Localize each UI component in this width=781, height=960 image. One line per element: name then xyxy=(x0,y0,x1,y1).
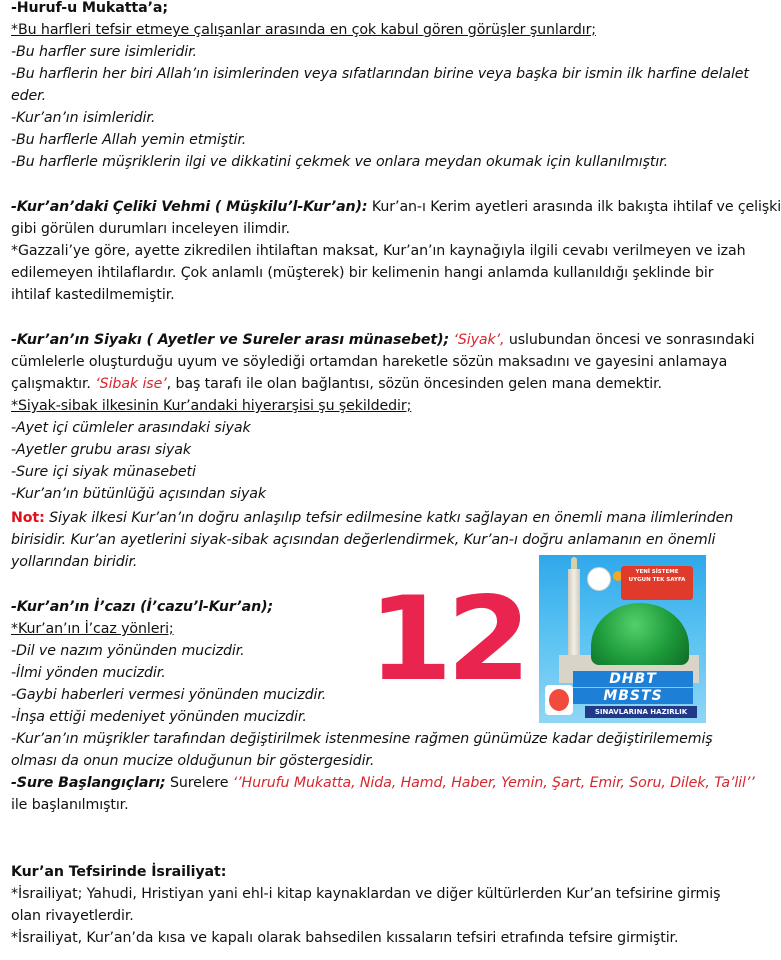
green-dome-icon xyxy=(591,603,689,665)
icaz-subtitle: *Kur’an’ın İ’caz yönleri; xyxy=(11,621,174,637)
icaz-item: -Gaybi haberleri vermesi yönünden mucizdir. xyxy=(11,687,327,703)
huruf-item: -Bu harfler sure isimleridir. xyxy=(11,44,197,60)
section-title-siyak: -Kur’an’ın Siyakı ( Ayetler ve Sureler arası münasebet); xyxy=(11,332,450,348)
poster-label-dhbt: DHBT xyxy=(573,671,693,687)
logo-icon xyxy=(587,567,611,591)
icaz-text: -Kur’an’ın müşrikler tarafından değiştirilmek istenmesine rağmen günümüze kadar değiştirilememiş xyxy=(11,731,713,747)
siyak-text: cümlelerle oluşturduğu uyum ve söylediği ortamdan hareketle sözün maksadını ve gayesini anlamaya xyxy=(11,354,728,370)
sure-baslangic-label: -Sure Başlangıçları; xyxy=(11,775,166,791)
huruf-item: eder. xyxy=(11,88,47,104)
sure-baslangic-text: Surelere xyxy=(165,775,233,791)
siyak-text: , baş tarafı ile olan bağlantısı, sözün öncesinden gelen mana demektir. xyxy=(166,376,662,392)
israiliyat-text: olan rivayetlerdir. xyxy=(11,908,134,924)
icaz-text: olması da onun mucize olduğunun bir göstergesidir. xyxy=(11,753,375,769)
siyak-line-3 xyxy=(11,373,662,395)
siyak-term: ‘Siyak’, xyxy=(449,332,505,348)
celiski-text: edilemeyen ihtilaflardır. Çok anlamlı (müşterek) bir kelimenin hangi anlamda kullanıldığı şeklinde bir xyxy=(11,265,714,281)
poster-banner-line: YENİ SİSTEME xyxy=(635,569,679,575)
promo-poster-image xyxy=(539,555,706,723)
huruf-intro: *Bu harfleri tefsir etmeye çalışanlar arasında en çok kabul gören görüşler şunlardır; xyxy=(11,22,596,38)
icaz-item: -İnşa ettiği medeniyet yönünden mucizdir. xyxy=(11,709,307,725)
sibak-term: ‘Sibak ise’ xyxy=(95,376,167,392)
not-text: yollarından biridir. xyxy=(11,554,138,570)
siyak-item: -Sure içi siyak münasebeti xyxy=(11,464,196,480)
section-title-israiliyat: Kur’an Tefsirinde İsrailiyat: xyxy=(11,864,227,880)
section-title-celiski: -Kur’an’daki Çeliki Vehmi ( Müşkilu’l-Kur’an): xyxy=(11,199,368,215)
not-text: birisidir. Kur’an ayetlerini siyak-sibak açısından değerlendirmek, Kur’an-ı doğru anlamanın en önemli xyxy=(11,532,716,548)
siyak-text: çalışmaktır. xyxy=(11,376,96,392)
celiski-text: *Gazzali’ye göre, ayette zikredilen ihtilaftan maksat, Kur’an’ın kaynağıyla ilgili cevabı verilmeyen ve izah xyxy=(11,243,746,259)
icaz-item: -Dil ve nazım yönünden mucizdir. xyxy=(11,643,245,659)
sure-baslangic-text: ile başlanılmıştır. xyxy=(11,797,129,813)
poster-banner xyxy=(621,566,693,600)
siyak-hierarchy-heading: *Siyak-sibak ilkesinin Kur’andaki hiyerarşisi şu şekildedir; xyxy=(11,398,412,414)
siyak-item: -Ayetler grubu arası siyak xyxy=(11,442,191,458)
siyak-item: -Kur’an’ın bütünlüğü açısından siyak xyxy=(11,486,267,502)
huruf-item: -Bu harflerle Allah yemin etmiştir. xyxy=(11,132,247,148)
poster-banner-line: UYGUN TEK SAYFA xyxy=(628,577,686,583)
huruf-item: -Kur’an’ın isimleridir. xyxy=(11,110,156,126)
sure-baslangic-list: ‘’Hurufu Mukatta, Nida, Hamd, Haber, Yemin, Şart, Emir, Soru, Dilek, Ta’lil’’ xyxy=(232,775,755,791)
siyak-text: uslubundan öncesi ve sonrasındaki xyxy=(504,332,755,348)
celiski-line-1 xyxy=(11,196,781,218)
celiski-text: ihtilaf kastedilmemiştir. xyxy=(11,287,175,303)
poster-label-mbsts: MBSTS xyxy=(573,688,693,704)
celiski-text: Kur’an-ı Kerim ayetleri arasında ilk bakışta ihtilaf ve çelişki xyxy=(367,199,781,215)
not-text: Siyak ilkesi Kur’an’ın doğru anlaşılıp tefsir edilmesine katkı sağlayan en önemli mana ilimlerinden xyxy=(44,510,734,526)
not-label: Not: xyxy=(11,510,45,526)
israiliyat-text: *İsrailiyat, Kur’an’da kısa ve kapalı olarak bahsedilen kıssaların tefsiri etrafında tefsire girmiştir. xyxy=(11,930,679,946)
page-number-badge: 12 xyxy=(368,572,525,707)
siyak-item: -Ayet içi cümleler arasındaki siyak xyxy=(11,420,251,436)
siyak-line-1 xyxy=(11,329,755,351)
sure-baslangic-line xyxy=(11,772,755,794)
section-title-icaz: -Kur’an’ın İ’cazı (İ’cazu’l-Kur’an); xyxy=(11,599,274,615)
huruf-item: -Bu harflerin her biri Allah’ın isimlerinden veya sıfatlarından birine veya başka bir ismin ilk harfine delalet xyxy=(11,66,749,82)
celiski-text: gibi görülen durumları inceleyen ilimdir. xyxy=(11,221,290,237)
poster-label-sinav: SINAVLARINA HAZIRLIK xyxy=(585,706,697,718)
not-line-1 xyxy=(11,507,733,529)
section-title-huruf: -Huruf-u Mukatta’a; xyxy=(11,0,168,16)
huruf-item: -Bu harflerle müşriklerin ilgi ve dikkatini çekmek ve onlara meydan okumak için kullanılmıştır. xyxy=(11,154,669,170)
icaz-item: -İlmi yönden mucizdir. xyxy=(11,665,166,681)
israiliyat-text: *İsrailiyat; Yahudi, Hristiyan yani ehl-i kitap kaynaklardan ve diğer kültürlerden Kur’an tefsirine girmiş xyxy=(11,886,721,902)
book-cover-icon xyxy=(549,689,569,711)
